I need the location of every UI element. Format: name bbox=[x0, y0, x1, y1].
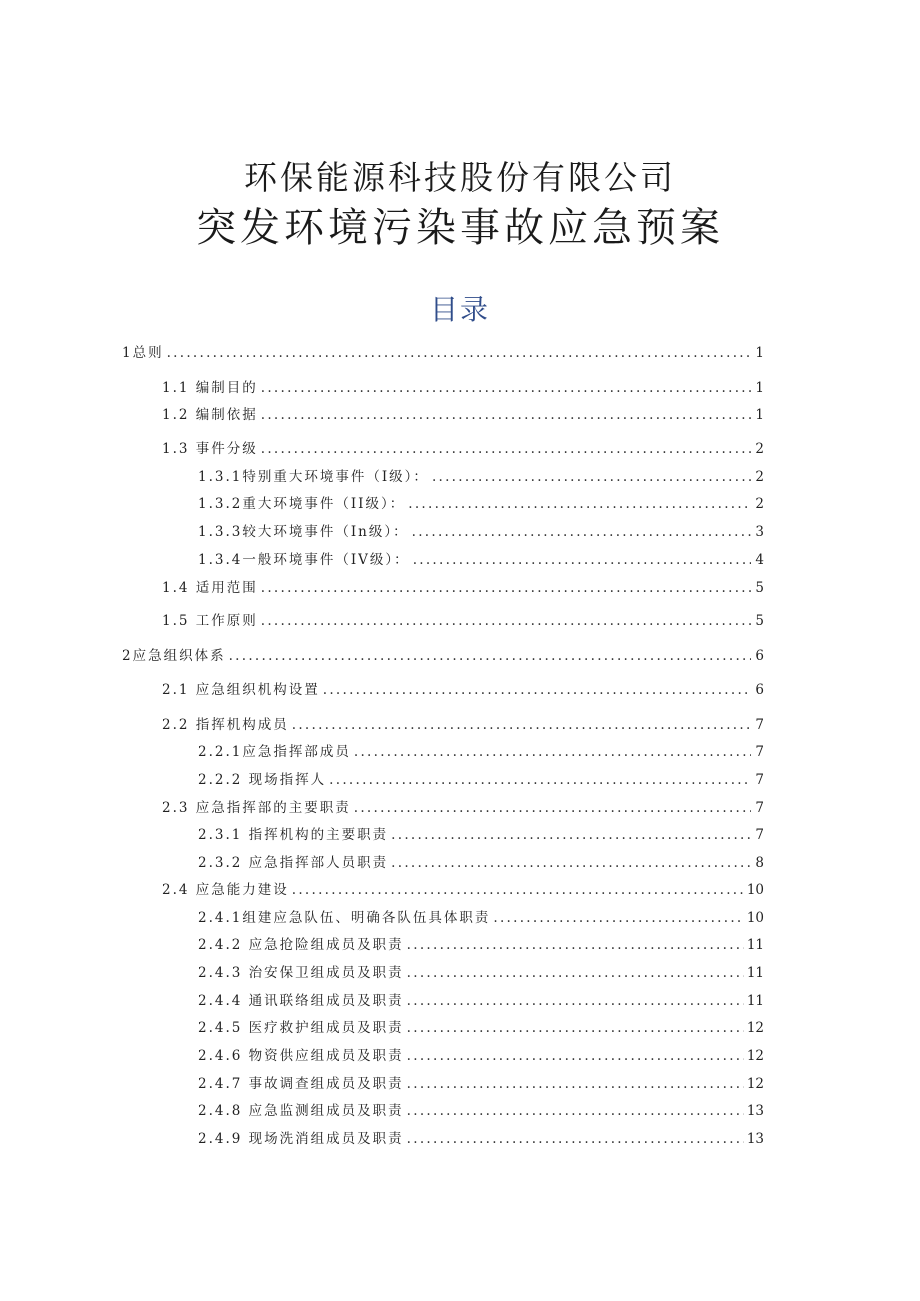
toc-leader-dots bbox=[407, 992, 744, 1010]
toc-entry-label: 2.4.6 物资供应组成员及职责 bbox=[198, 1048, 404, 1064]
toc-entry-page: 12 bbox=[746, 1048, 764, 1064]
toc-entry[interactable] bbox=[198, 495, 764, 513]
toc-entry[interactable] bbox=[198, 771, 764, 789]
toc-entry-page: 13 bbox=[746, 1103, 764, 1119]
toc-entry-label: 2.3 应急指挥部的主要职责 bbox=[162, 800, 351, 816]
toc-entry[interactable] bbox=[198, 964, 764, 982]
toc-entry[interactable] bbox=[198, 909, 764, 927]
toc-leader-dots bbox=[292, 716, 751, 734]
toc-entry-page: 6 bbox=[755, 682, 764, 698]
toc-leader-dots bbox=[329, 771, 751, 789]
toc-entry-label: 1.3 事件分级 bbox=[162, 441, 258, 457]
toc-entry-label: 2.4.5 医疗救护组成员及职责 bbox=[198, 1020, 404, 1036]
toc-entry[interactable] bbox=[162, 379, 764, 397]
toc-entry-label: 1.3.3较大环境事件（In级）： bbox=[198, 524, 409, 540]
toc-entry-label: 1.3.4一般环境事件（IV级）： bbox=[198, 552, 410, 568]
toc-entry-page: 11 bbox=[746, 937, 764, 953]
toc-leader-dots bbox=[407, 964, 744, 982]
toc-leader-dots bbox=[354, 799, 751, 817]
toc-entry[interactable] bbox=[198, 468, 764, 486]
toc-entry[interactable] bbox=[198, 1075, 764, 1093]
toc-leader-dots bbox=[407, 1102, 744, 1120]
toc-entry-page: 13 bbox=[746, 1131, 764, 1147]
toc-entry-page: 7 bbox=[755, 800, 764, 816]
toc-entry-label: 2.3.1 指挥机构的主要职责 bbox=[198, 827, 389, 843]
toc-entry[interactable] bbox=[198, 1047, 764, 1065]
toc-leader-dots bbox=[493, 909, 743, 927]
toc-entry-page: 2 bbox=[755, 469, 764, 485]
toc-leader-dots bbox=[354, 743, 751, 761]
toc-leader-dots bbox=[407, 1075, 744, 1093]
toc-leader-dots bbox=[407, 1047, 744, 1065]
toc-entry-page: 7 bbox=[755, 827, 764, 843]
toc-entry-page: 2 bbox=[755, 441, 764, 457]
toc-entry-label: 1.2 编制依据 bbox=[162, 407, 258, 423]
toc-leader-dots bbox=[432, 468, 751, 486]
toc-entry-page: 10 bbox=[746, 882, 764, 898]
toc-entry-page: 4 bbox=[755, 552, 764, 568]
toc-entry[interactable] bbox=[198, 551, 764, 569]
toc-leader-dots bbox=[167, 344, 751, 362]
toc-entry[interactable] bbox=[162, 799, 764, 817]
toc-leader-dots bbox=[412, 523, 751, 541]
toc-entry-label: 2.4.8 应急监测组成员及职责 bbox=[198, 1103, 404, 1119]
toc-leader-dots bbox=[407, 1019, 744, 1037]
toc-entry[interactable] bbox=[198, 854, 764, 872]
toc-leader-dots bbox=[413, 551, 751, 569]
toc-entry-page: 7 bbox=[755, 744, 764, 760]
toc-entry[interactable] bbox=[122, 647, 764, 665]
toc-entry-page: 10 bbox=[746, 910, 764, 926]
toc-entry-label: 2.4.2 应急抢险组成员及职责 bbox=[198, 937, 404, 953]
toc-entry[interactable] bbox=[198, 826, 764, 844]
toc-entry-page: 7 bbox=[755, 772, 764, 788]
toc-entry-label: 1.5 工作原则 bbox=[162, 613, 258, 629]
toc-leader-dots bbox=[261, 612, 751, 630]
toc-entry-label: 2.4 应急能力建设 bbox=[162, 882, 289, 898]
toc-entry[interactable] bbox=[198, 1102, 764, 1120]
toc-entry-page: 1 bbox=[755, 345, 764, 361]
toc-entry-label: 2应急组织体系 bbox=[122, 648, 226, 664]
toc-leader-dots bbox=[229, 647, 751, 665]
toc-leader-dots bbox=[391, 826, 751, 844]
toc-entry[interactable] bbox=[162, 406, 764, 424]
toc-entry-label: 2.2.2 现场指挥人 bbox=[198, 772, 327, 788]
toc-entry-label: 1.1 编制目的 bbox=[162, 380, 258, 396]
toc-leader-dots bbox=[261, 406, 751, 424]
toc-entry[interactable] bbox=[198, 523, 764, 541]
toc-entry[interactable] bbox=[198, 936, 764, 954]
toc-entry-label: 2.3.2 应急指挥部人员职责 bbox=[198, 855, 389, 871]
toc-entry-label: 2.4.1组建应急队伍、明确各队伍具体职责 bbox=[198, 910, 491, 926]
toc-leader-dots bbox=[292, 881, 744, 899]
document-title-company: 环保能源科技股份有限公司 bbox=[244, 158, 676, 197]
toc-entry-page: 1 bbox=[755, 380, 764, 396]
toc-entry-page: 5 bbox=[755, 613, 764, 629]
toc-entry-page: 8 bbox=[755, 855, 764, 871]
toc-entry-page: 11 bbox=[746, 993, 764, 1009]
toc-leader-dots bbox=[391, 854, 751, 872]
toc-entry-page: 12 bbox=[746, 1020, 764, 1036]
toc-entry-label: 1.3.1特别重大环境事件（I级）： bbox=[198, 469, 429, 485]
toc-leader-dots bbox=[261, 440, 751, 458]
toc-entry[interactable] bbox=[198, 743, 764, 761]
toc-entry[interactable] bbox=[162, 579, 764, 597]
toc-entry-label: 2.4.4 通讯联络组成员及职责 bbox=[198, 993, 404, 1009]
toc-entry[interactable] bbox=[198, 1130, 764, 1148]
toc-entry-page: 12 bbox=[746, 1076, 764, 1092]
document-title-plan: 突发环境污染事故应急预案 bbox=[196, 205, 724, 251]
toc-entry-page: 2 bbox=[755, 496, 764, 512]
toc-entry-label: 2.4.9 现场洗消组成员及职责 bbox=[198, 1131, 404, 1147]
toc-entry-label: 2.4.3 治安保卫组成员及职责 bbox=[198, 965, 404, 981]
toc-entry[interactable] bbox=[122, 344, 764, 362]
toc-leader-dots bbox=[261, 579, 751, 597]
toc-leader-dots bbox=[323, 681, 751, 699]
toc-entry-label: 2.1 应急组织机构设置 bbox=[162, 682, 320, 698]
toc-entry-label: 2.2 指挥机构成员 bbox=[162, 717, 289, 733]
toc-entry[interactable] bbox=[198, 1019, 764, 1037]
toc-leader-dots bbox=[407, 1130, 744, 1148]
toc-entry-page: 11 bbox=[746, 965, 764, 981]
toc-entry-label: 1.4 适用范围 bbox=[162, 580, 258, 596]
toc-entry-page: 1 bbox=[755, 407, 764, 423]
toc-entry[interactable] bbox=[198, 992, 764, 1010]
toc-leader-dots bbox=[261, 379, 751, 397]
toc-leader-dots bbox=[408, 495, 751, 513]
toc-entry[interactable] bbox=[162, 881, 764, 899]
toc-entry-page: 3 bbox=[755, 524, 764, 540]
toc-entry-page: 5 bbox=[755, 580, 764, 596]
toc-entry[interactable] bbox=[162, 440, 764, 458]
toc-leader-dots bbox=[407, 936, 744, 954]
toc-heading: 目录 bbox=[429, 293, 490, 326]
toc-entry-label: 1.3.2重大环境事件（II级）： bbox=[198, 496, 406, 512]
toc-entry-label: 1总则 bbox=[122, 345, 164, 361]
toc-entry[interactable] bbox=[162, 612, 764, 630]
toc-entry-page: 6 bbox=[755, 648, 764, 664]
toc-entry-page: 7 bbox=[755, 717, 764, 733]
toc-entry[interactable] bbox=[162, 716, 764, 734]
toc-entry-label: 2.2.1应急指挥部成员 bbox=[198, 744, 351, 760]
toc-entry[interactable] bbox=[162, 681, 764, 699]
toc-entry-label: 2.4.7 事故调查组成员及职责 bbox=[198, 1076, 404, 1092]
